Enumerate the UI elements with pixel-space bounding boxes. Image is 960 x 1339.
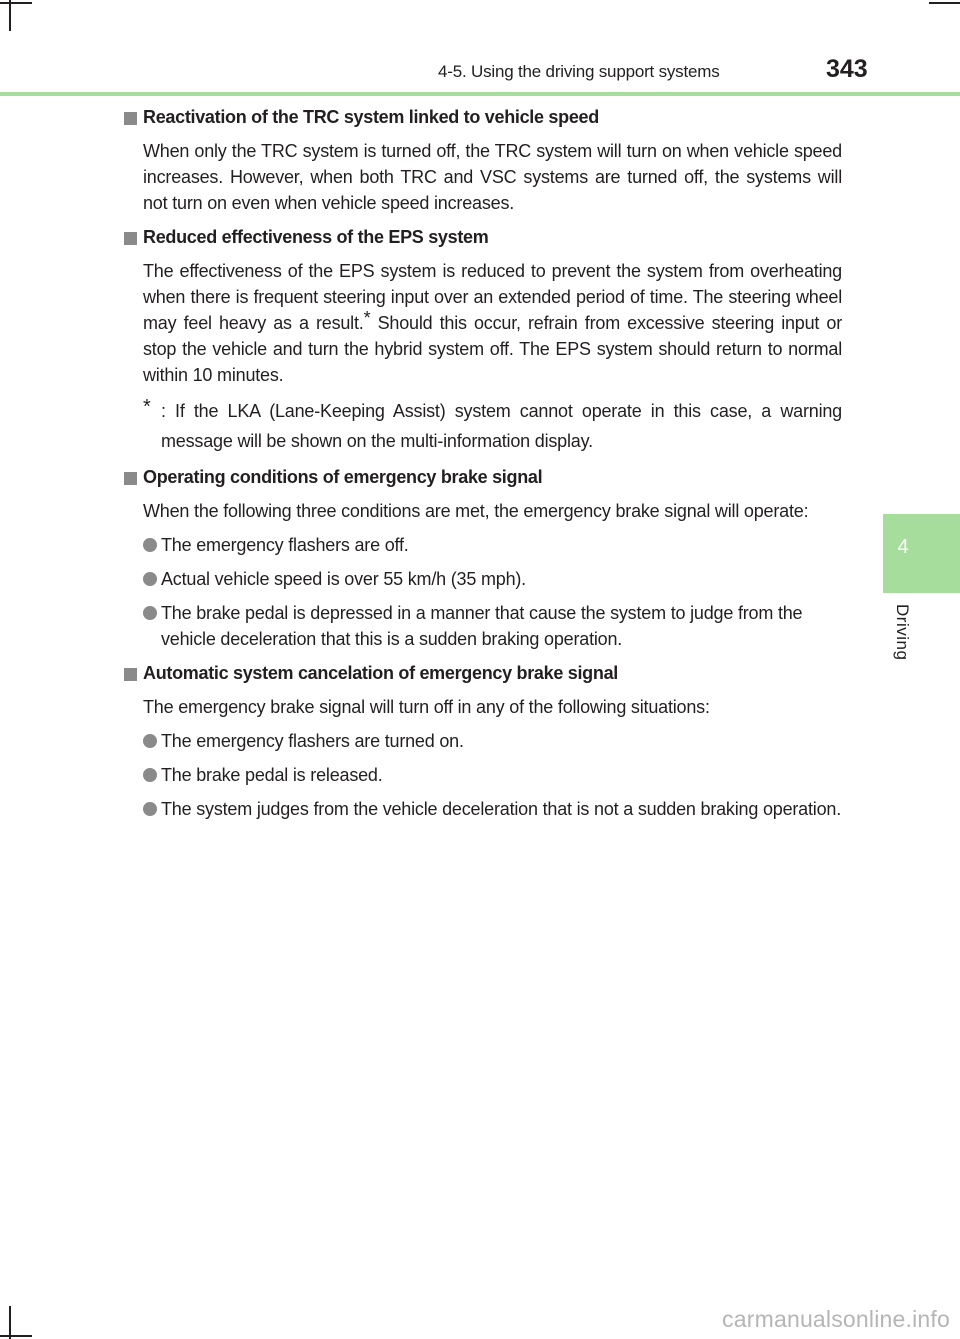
list-item: The system judges from the vehicle deceleration that is not a sudden braking operation. [143,796,842,822]
running-header: 4-5. Using the driving support systems [438,62,720,81]
circle-bullet-icon [143,538,157,552]
section-emergency-brake-cancelation [124,660,842,822]
list-item: The brake pedal is depressed in a manner that cause the system to judge from the vehicle deceleration that this is a sudden braking operation. [143,600,842,652]
list-item: The brake pedal is released. [143,762,842,788]
section-heading: Reactivation of the TRC system linked to vehicle speed [124,104,842,130]
square-bullet-icon [124,112,137,125]
circle-bullet-icon [143,734,157,748]
square-bullet-icon [124,232,137,245]
list-item: Actual vehicle speed is over 55 km/h (35 mph). [143,566,842,592]
chapter-number: 4 [897,536,909,558]
watermark: carmanualsonline.info [722,1306,950,1332]
section-eps-effectiveness [124,224,842,456]
footnote-asterisk: * [143,396,151,418]
section-heading: Operating conditions of emergency brake signal [124,464,842,490]
crop-mark-top-right-h [929,2,960,4]
section-paragraph: When the following three conditions are met, the emergency brake signal will operate: [143,501,809,521]
section-emergency-brake-conditions [124,464,842,652]
chapter-label: Driving [893,604,912,661]
circle-bullet-icon [143,572,157,586]
page-number: 343 [826,55,868,83]
crop-mark-top-left-v [9,0,11,31]
section-trc-reactivation [124,104,842,216]
section-paragraph: The emergency brake signal will turn off in any of the following situations: [143,697,710,717]
square-bullet-icon [124,668,137,681]
list-item: The emergency flashers are turned on. [143,728,842,754]
chapter-tab [883,514,960,593]
page-body [124,104,842,822]
footnote: * : If the LKA (Lane-Keeping Assist) system cannot operate in this case, a warning message will be shown on the multi-information display. [143,396,842,456]
circle-bullet-icon [143,606,157,620]
section-heading: Reduced effectiveness of the EPS system [124,224,842,250]
circle-bullet-icon [143,802,157,816]
list-item: The emergency flashers are off. [143,532,842,558]
square-bullet-icon [124,472,137,485]
section-heading: Automatic system cancelation of emergency brake signal [124,660,842,686]
crop-mark-top-left-h [0,2,32,4]
section-paragraph: When only the TRC system is turned off, the TRC system will turn on when vehicle speed increases. However, when both TRC and VSC systems are turned off, the systems will not turn on even when vehicle speed increases. [143,141,842,213]
crop-mark-bottom-left-h [0,1335,32,1337]
circle-bullet-icon [143,768,157,782]
header-rule [0,92,960,96]
footnote-marker: * [363,308,371,328]
section-paragraph: The effectiveness of the EPS system is reduced to prevent the system from overheating when there is frequent steering input over an extended period of time. The steering wheel may feel heavy as a result.* Should this occur, refrain from excessive steering input or stop the vehicle and turn the hybrid system off. The EPS system should return to normal within 10 minutes. [143,261,843,385]
